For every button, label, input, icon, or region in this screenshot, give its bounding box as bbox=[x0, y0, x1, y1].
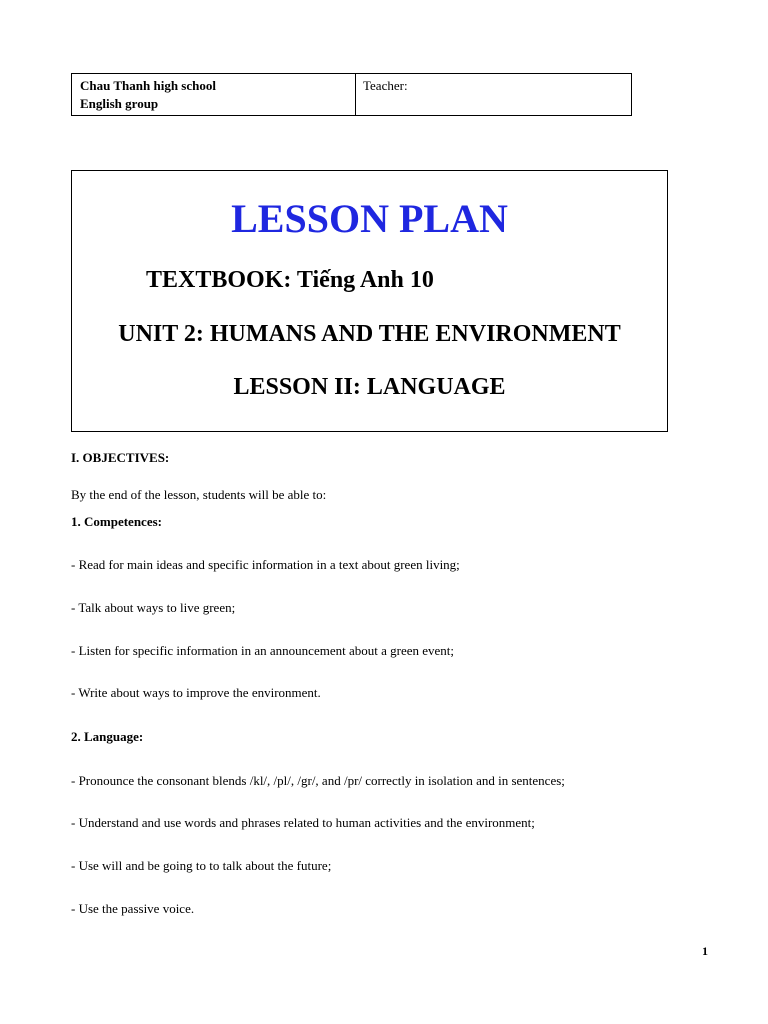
teacher-cell bbox=[356, 74, 631, 115]
competence-item: - Listen for specific information in an announcement about a green event; bbox=[71, 643, 454, 658]
school-name: Chau Thanh high school bbox=[80, 78, 216, 93]
language-item: - Pronounce the consonant blends /kl/, /pl/, /gr/, and /pr/ correctly in isolation and in sentences; bbox=[71, 773, 565, 788]
lesson-line: LESSON II: LANGUAGE bbox=[233, 374, 506, 400]
teacher-label: Teacher: bbox=[363, 78, 408, 93]
competence-item: - Write about ways to improve the environment. bbox=[71, 685, 321, 700]
language-item: - Use will and be going to to talk about the future; bbox=[71, 858, 332, 873]
competences-heading: 1. Competences: bbox=[71, 514, 162, 529]
competence-item: - Read for main ideas and specific information in a text about green living; bbox=[71, 557, 460, 572]
group-name: English group bbox=[80, 96, 159, 111]
unit-line: UNIT 2: HUMANS AND THE ENVIRONMENT bbox=[118, 321, 621, 347]
page-title: LESSON PLAN bbox=[231, 196, 508, 241]
header-table bbox=[71, 73, 632, 116]
objectives-heading: I. OBJECTIVES: bbox=[71, 450, 170, 465]
language-item: - Understand and use words and phrases related to human activities and the environment; bbox=[71, 815, 535, 830]
title-box bbox=[71, 170, 668, 432]
language-item: - Use the passive voice. bbox=[71, 901, 195, 916]
competence-item: - Talk about ways to live green; bbox=[71, 600, 236, 615]
textbook-line: TEXTBOOK: Tiếng Anh 10 bbox=[146, 267, 434, 293]
school-cell bbox=[72, 74, 356, 115]
page-number: 1 bbox=[702, 944, 708, 958]
objectives-intro: By the end of the lesson, students will be able to: bbox=[71, 487, 327, 502]
language-heading: 2. Language: bbox=[71, 729, 144, 744]
